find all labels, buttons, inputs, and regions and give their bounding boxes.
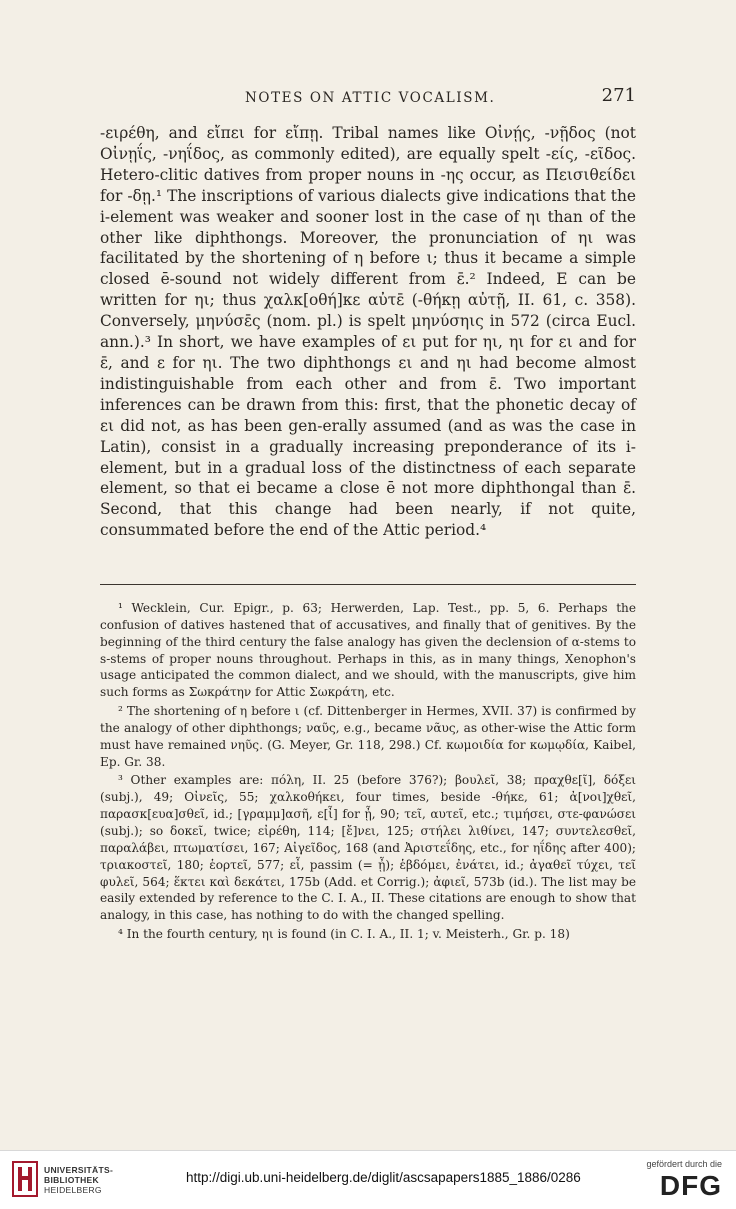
footnote-3: ³ Other examples are: πόλη, II. 25 (before 376?); βουλεῖ, 38; πραχθε[ῖ], δόξει (subj.), 49; Οἰνεῖς, 55; χαλκοθήκει, four times, beside -θήκε, 61; ἀ[νοι]χθεῖ, παρασκ[ευα]σθεῖ, id.; [γραμμ]ασῆ, ε[ἶ] for ᾖ, 90; τεῖ, αυτεῖ, etc.; τιμήσει, στε-φανώσει (subj.); so δοκεῖ, twice; εἰρέθη, 114; [ἔ]νει, 125; στήλει λιθίνει, 147; συντελεσθεῖ, παραλάβει, πτωματίσει, 167; Αἰγεῖδος, 168 (and Ἀριστεΐδης, etc., for ηΐδης after 400); τριακοστεῖ, 180; ἑορτεῖ, 577; εἶ, passim (= ᾖ); ἑβδόμει, ἐνάτει, id.; ἀγαθεῖ τύχει, τεῖ φυλεῖ, 564; ἕκτει καὶ δεκάτει, 175b (Add. et Corrig.); ἀφιεῖ, 573b (id.). The list may be easily extended by reference to the C. I. A., II. These citations are enough to show that analogy, in this case, has nothing to do with the changed spelling. — [100, 773, 636, 923]
logo-text-line3: HEIDELBERG — [44, 1185, 102, 1195]
main-paragraph: -ειρέθη, and εἴπει for εἴπῃ. Tribal names like Οἰνῄς, -νῇδος (not Οἰνῃΐς, -νηΐδος, as commonly edited), are equally spelt -είς, -εῖδος. Hetero-clitic datives from proper nouns in -ης occur, as Πεισιθείδει for -δῃ.¹ The inscriptions of various dialects give indications that the i-element was weaker and sooner lost in the case of ηι than of the other like diphthongs. Moreover, the pronunciation of ηι was facilitated by the shortening of η before ι; thus it became a simple closed ē-sound not widely different from ε̄.² Indeed, E can be written for ηι; thus χαλκ[οθή]κε αὐτε̄ (-θήκῃ αὐτῇ, II. 61, c. 358). Conversely, μηνύσε̄ς (nom. pl.) is spelt μηνύσηις in 572 (circa Eucl. ann.).³ In short, we have examples of ει put for ηι, ηι for ει and for ε̄, and ε for ηι. The two diphthongs ει and ηι had become almost indistinguishable from each other and from ε̄. Two important inferences can be drawn from this: first, that the phonetic decay of ει did not, as has been gen-erally assumed (and as was the case in Latin), consist in a gradually increasing preponderance of its i-element, but in a gradual loss of the distinctness of each separate element, so that ei became a close ē not more diphthongal than ε̄. Second, that this change had been nearly, if not quite, consummated before the end of the Attic period.⁴ — [100, 124, 636, 540]
permalink-url[interactable]: http://digi.ub.uni-heidelberg.de/diglit/ascsapapers1885_1886/0286 — [186, 1170, 581, 1185]
logo-text-line2: BIBLIOTHEK — [44, 1175, 99, 1185]
ub-heidelberg-logo[interactable] — [12, 1161, 122, 1201]
running-title: NOTES ON ATTIC VOCALISM. — [245, 90, 496, 106]
footnotes — [100, 600, 636, 945]
funding-note: gefördert durch die — [646, 1159, 722, 1169]
logo-text-line1: UNIVERSITÄTS- — [44, 1165, 114, 1175]
page-number: 271 — [601, 85, 636, 106]
dfg-logo[interactable]: DFG — [659, 1170, 722, 1201]
viewer-footer — [0, 1150, 736, 1209]
footnote-2: ² The shortening of η before ι (cf. Dittenberger in Hermes, XVII. 37) is confirmed by the analogy of other diphthongs; ναῦς, e.g., became νᾶυς, as other-wise the Attic form must have remained νηῦς. (G. Meyer, Gr. 118, 298.) Cf. κωμοιδία for κωμῳδία, Kaibel, Ep. Gr. 38. — [100, 704, 636, 769]
footnote-4: ⁴ In the fourth century, ηι is found (in C. I. A., II. 1; v. Meisterh., Gr. p. 18) — [118, 927, 570, 942]
footnote-divider — [100, 584, 636, 585]
ub-heidelberg-logo-icon — [12, 1161, 38, 1197]
footnote-1: ¹ Wecklein, Cur. Epigr., p. 63; Herwerden, Lap. Test., pp. 5, 6. Perhaps the confusion of datives hastened that of accusatives, and finally that of genitives. By the beginning of the third century the false analogy has given the declension of α-stems to s-stems of proper nouns throughout. Perhaps in this, as in many things, Xenophon's usage anticipated the common dialect, and we should, with the manuscripts, give him such forms as Σωκράτην for Attic Σωκράτη, etc. — [100, 601, 636, 700]
page-header — [100, 85, 636, 112]
